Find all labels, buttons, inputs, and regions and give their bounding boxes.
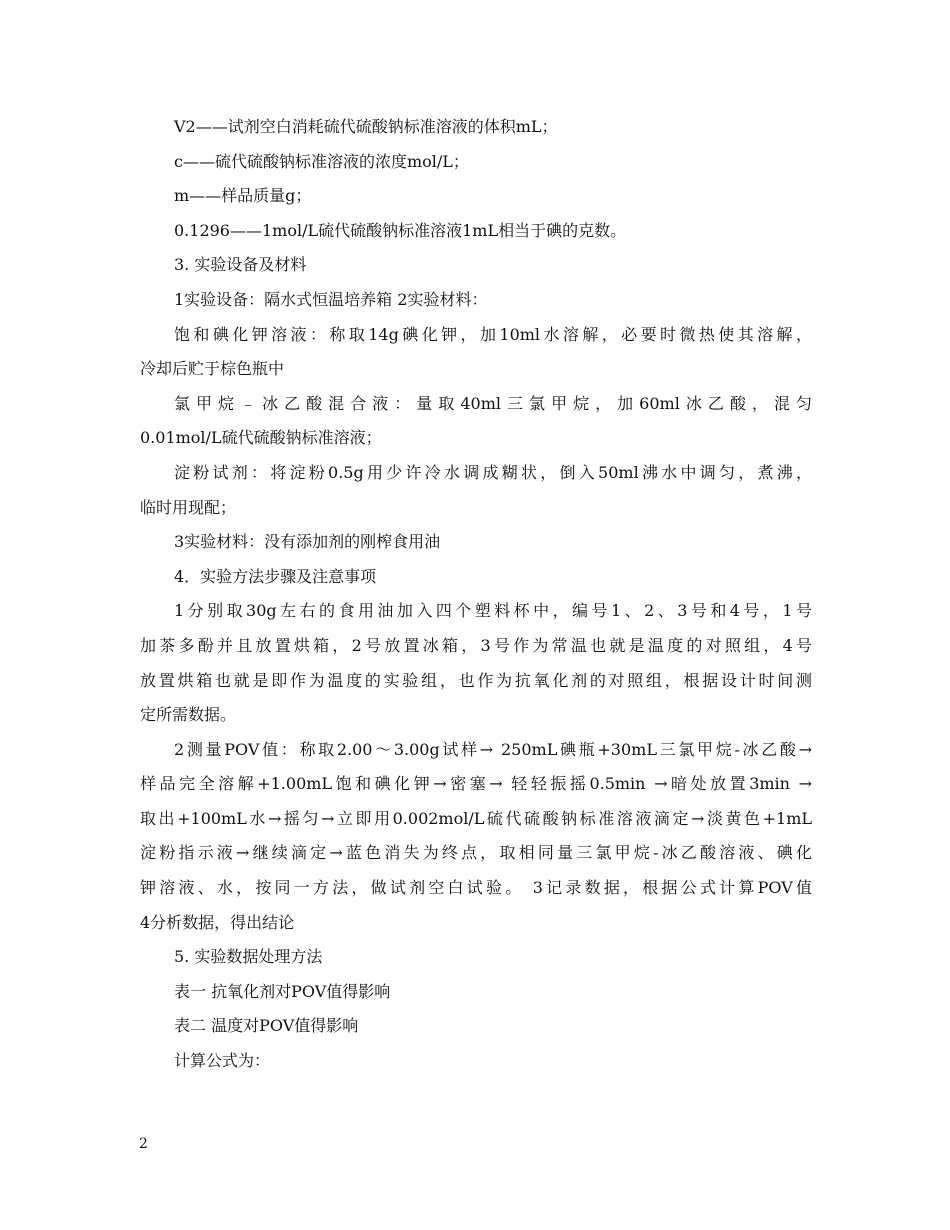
text-line: 取出+100mL水→摇匀→立即用0.002mol/L硫代硫酸钠标准溶液滴定→淡黄色+1mL xyxy=(140,808,812,828)
text-line: V2——试剂空白消耗硫代硫酸钠标准溶液的体积mL； xyxy=(174,117,558,136)
text-line: 淀粉试剂：将淀粉0.5g用少许冷水调成糊状，倒入50ml沸水中调匀，煮沸， xyxy=(174,462,812,482)
text-line: 1分别取30g左右的食用油加入四个塑料杯中，编号1、2、3号和4号，1号 xyxy=(174,601,812,621)
text-line: 临时用现配； xyxy=(140,497,237,517)
section-heading: 4．实验方法步骤及注意事项 xyxy=(174,566,377,586)
text-line: 淀粉指示液→继续滴定→蓝色消失为终点，取相同量三氯甲烷-冰乙酸溶液、碘化 xyxy=(140,843,812,863)
text-line: 定所需数据。 xyxy=(140,705,237,725)
text-line: c——硫代硫酸钠标准溶液的浓度mol/L； xyxy=(174,151,469,171)
document-body xyxy=(140,110,812,1079)
text-line: 饱和碘化钾溶液：称取14g碘化钾，加10ml水溶解，必要时微热使其溶解， xyxy=(174,324,812,344)
text-line: 钾溶液、水，按同一方法，做试剂空白试验。 3记录数据，根据公式计算POV值 xyxy=(140,878,812,898)
text-line: 氯甲烷﹣冰乙酸混合液：量取40ml三氯甲烷，加60ml冰乙酸，混匀 xyxy=(174,393,812,413)
text-line: 冷却后贮于棕色瓶中 xyxy=(140,359,285,379)
text-line: 0.1296——1mol/L硫代硫酸钠标准溶液1mL相当于碘的克数。 xyxy=(174,220,627,240)
text-line: 0.01mol/L硫代硫酸钠标准溶液； xyxy=(140,428,382,448)
table-caption: 表二 温度对POV值得影响 xyxy=(174,1016,359,1036)
text-line: 1实验设备：隔水式恒温培养箱 2实验材料： xyxy=(174,289,488,309)
section-heading: 3. 实验设备及材料 xyxy=(174,255,307,275)
text-line: 计算公式为： xyxy=(174,1051,271,1071)
section-heading: 5. 实验数据处理方法 xyxy=(174,947,323,967)
table-caption: 表一 抗氧化剂对POV值得影响 xyxy=(174,981,391,1001)
page-number: 2 xyxy=(139,1136,148,1152)
text-line: 加茶多酚并且放置烘箱，2号放置冰箱，3号作为常温也就是温度的对照组，4号 xyxy=(140,635,812,655)
text-line: 样品完全溶解+1.00mL饱和碘化钾→密塞→ 轻轻振摇0.5min →暗处放置3min → xyxy=(140,774,812,794)
text-line: 3实验材料：没有添加剂的刚榨食用油 xyxy=(174,532,441,552)
text-line: m——样品质量g； xyxy=(174,186,312,206)
text-line: 放置烘箱也就是即作为温度的实验组，也作为抗氧化剂的对照组，根据设计时间测 xyxy=(140,670,812,690)
text-line: 4分析数据，得出结论 xyxy=(140,912,295,932)
text-line: 2测量POV值：称取2.00～3.00g试样→ 250mL碘瓶+30mL三氯甲烷-冰乙酸→ xyxy=(174,739,812,759)
